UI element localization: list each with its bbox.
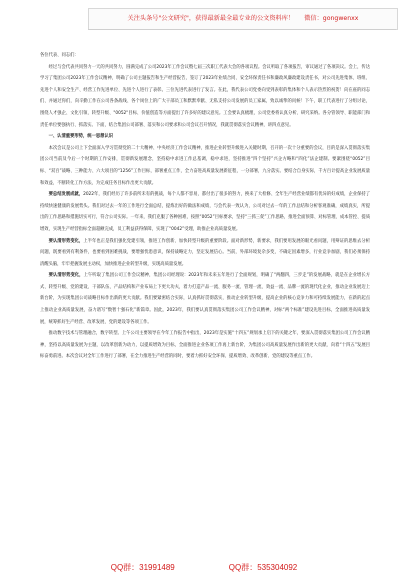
banner-slogan: 关注头条号"公文研究"，获得最新最全最专业的公文资料库！ bbox=[127, 15, 295, 22]
body-paragraph: 经过与会代表共同努力一天的共同努力，圆满完成了公司2023年工作会议暨七届三次职工代表大会的各项议程。会议听取了各项报告，审议通过了各项决议。会上，传达学习了集团公司2023年工作会议精神，明确了公司主题报告和生产经营报告，签订了2023年业绩合同、安全环保责任书和廉政风廉政建设责任书，对公司先进集体、班组、先进个人和安全生产、经营工作先进单位、先进个人进行了表彰。三位先进代表进行了发言。在此，我代表公司党委向受到表彰的集体和个人表示热烈的祝贺！向在座的同志们、并通过你们，向辛勤工作在公司各条战线、各个岗位上的广大干部员工和默默奉献、无私支持公司发展的员工家属，致以诚挚的问候！下午，职工代表进行了分组讨论，围绕人才强企、文化引领、转型升级、"0052"目标、价值创造等方面提出了许多好的建议意见。工会要认真梳理，公司党委将认真分析、研究采纳。各分管领导、职能部门和责任单位要强执行、抓落实。下面，结合集团公司部署、落实和公司要求和公司会议召开情况，我就贯彻落实会议精神，讲四点意见。 bbox=[40, 64, 370, 128]
body-paragraph bbox=[40, 189, 370, 235]
paragraph-lead: 要认清形势变化， bbox=[48, 238, 84, 244]
footer-qq-group-1: QQ群：31991489 bbox=[110, 563, 175, 572]
paragraph-text: 上午听取了集团公司工作会议精神，集团公司经理说：2023年和未来五年进行了全面规划，明确了“两翻四，三步走”的发展战略，就是在企业增长方式、转型升级、党的建设、干部队伍、产品结构和产业布局上下更大功夫，着力打造产品一流、服务一流、管理一流、效益一流、品牌一流的现代化企业，推动企业发展迈上新台阶，为实现集团公司战略目标作出新的更大贡献。我们要紧密结合实际，认真抓好贯彻落实，推动企业转型升级，提高企业的核心竞争力和可持续发展能力，在新的起点上推动企业高质量发展，奋力谱写“数智十强石化”新篇章。因此，2023年，我们要认真贯彻落实集团公司工作会议精神，对标“两个标准”建设先进目标，全面推进高质量发展，统筹抓好生产经营、改革发展、党的建设等各项工作。 bbox=[40, 273, 370, 325]
top-banner bbox=[88, 8, 398, 30]
footer-qq-group-2: QQ群：535304092 bbox=[228, 563, 298, 572]
paragraph-text: 2022年，我们经历了许多前所未有的挑战，每个人都不容易，都付出了很多的努力，换来了大检修、全年生产经营业绩都有优异的好成绩，企业保持了持续快速健康的发展势头。我们对过去一年的工作进行全面总结，提炼出好的做法和成绩，与会代表一致认为，公司对过去一年的工作总结和分析客观准确，成绩真实，所提出的工作思路和措施切实可行，符合公司实际。一年来，我们克服了各种困难，按照“0052”目标要求，坚持“三抓三促”工作思路，推进全面预算、对标管理、成本管控、提质增效，实现生产经营指标全面超额完成，员工利益获得保障，实现了“0042”受理，助推企业高质量发展。 bbox=[40, 192, 370, 232]
body-paragraph bbox=[40, 270, 370, 328]
paragraph-lead: 要总结发展成就， bbox=[48, 192, 84, 198]
body-paragraph bbox=[40, 236, 370, 271]
header-divider bbox=[88, 29, 396, 30]
document-body bbox=[40, 50, 370, 540]
body-paragraph: 推动数字技术与管理融合，数字转型。上午公司主要领导在今年工作报告中指出，2023年是实施“十四五”规划承上启下的关键之年，要深入贯彻落实集团公司工作会议精神，坚持以高质量发展为主题，以改革创新为动力，以提质增效为目标，全面推进企业各项工作再上新台阶，为集团公司高质量发展作出新的更大贡献，向着“十四五”发展目标奋勇前进。本次会议对全年工作进行了部署，在全力推进生产经营的同时，要着力抓好安全环保、提质增效、改革创新、党的建设等重点工作。 bbox=[40, 331, 370, 360]
salutation: 各位代表、同志们： bbox=[40, 53, 79, 58]
paragraph-lead: 要认清形势变化， bbox=[48, 273, 84, 279]
paragraph-list bbox=[40, 62, 370, 363]
body-paragraph: 本次会议是公司上下全面深入学习贯彻党的二十大精神、中央经济工作会议精神，推进企业转型升级进入关键时期，召开的一次十分重要的会议，目的是深入贯彻落实集团公司当前及今后一个时期的工作安排，贯彻新发展理念，坚持稳中求进工作总基调，稳中求进，坚持推进“四个坚持”兴企方略和“四化”法企建制。要紧围绕“0052”目标、“双百”战略、三种能力、六大项目的“1256”工作目标，部署重点工作，全力奋进高质量发展新征程，一分部署，九分落实。要结合自身实际，千方百计提高企业发展质量和效益，不断转化工作方法，为完成任务目标作出更大贡献。 bbox=[40, 145, 370, 186]
banner-wechat: 微信：gongwenxx bbox=[304, 15, 359, 22]
section-heading: 一、认清重要形势，统一思想认识 bbox=[48, 134, 114, 140]
page-footer bbox=[0, 560, 408, 576]
paragraph-text: 上半年也正是我们强化党建引领，推进工作创新、加快转型升级的重要阶段。面对新形势，新要求，我们要用发展的眼光看问题，用辩证的思维去分析问题，既要看到有利条件，也要看到困难挑战，要增强忧患意识，保持战略定力，坚定发展信心。当前，外部环境复杂多变，不确定因素增多，行业竞争加剧，我们必须保持清醒头脑，牢牢把握发展主动权，加快推进企业转型升级，实现高质量发展。 bbox=[40, 238, 370, 267]
